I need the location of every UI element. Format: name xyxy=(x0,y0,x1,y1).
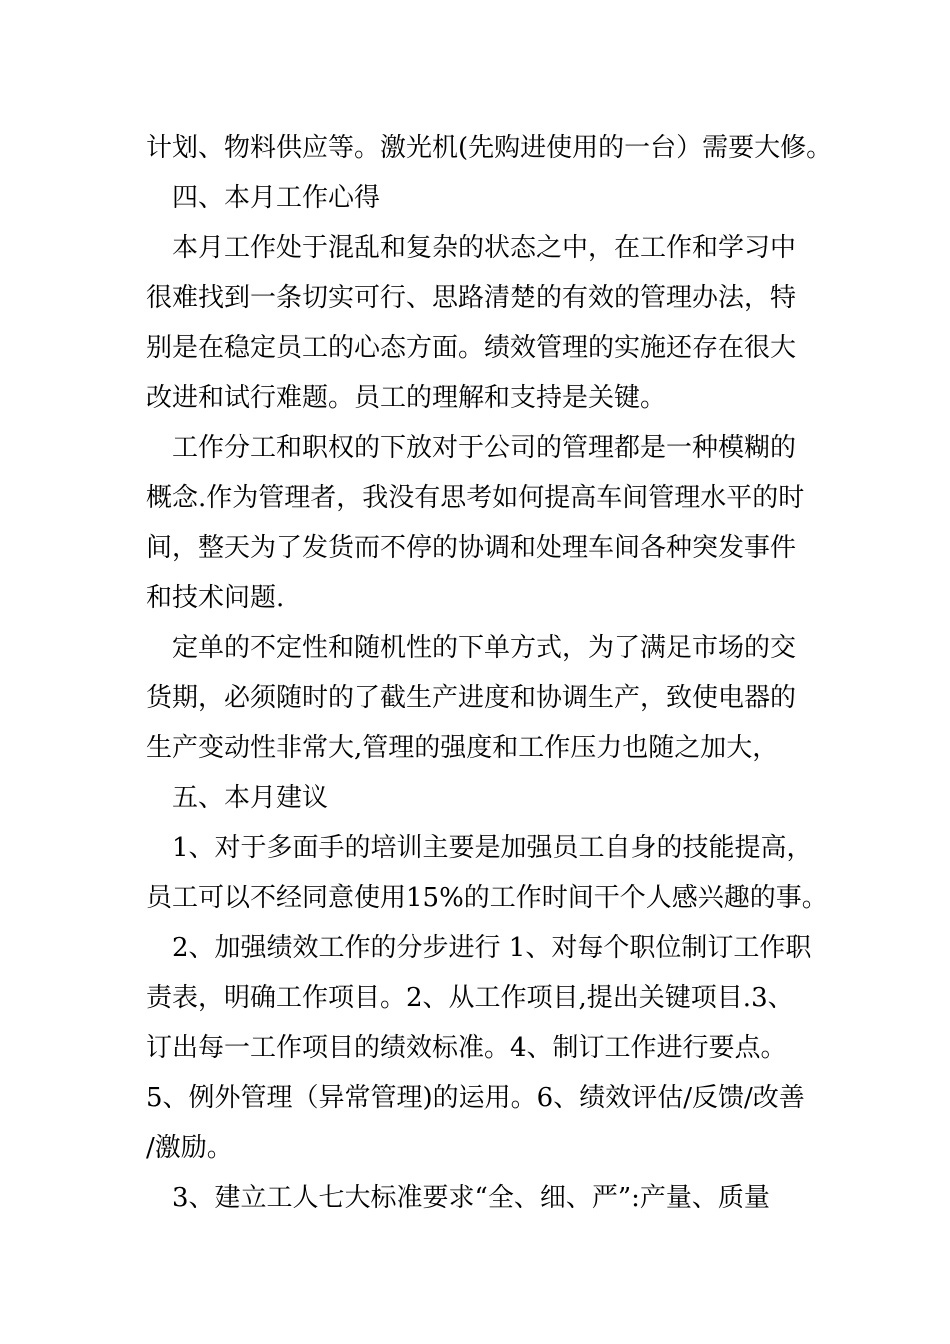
paragraph-line: 3、建立工人七大标准要求“全、细、严”:产量、质量 xyxy=(172,1183,770,1213)
paragraph-line: 工作分工和职权的下放对于公司的管理都是一种模糊的 xyxy=(172,433,797,463)
paragraph-line: 货期，必须随时的了截生产进度和协调生产，致使电器的 xyxy=(146,683,797,713)
paragraph-line: 很难找到一条切实可行、思路清楚的有效的管理办法，特 xyxy=(146,283,797,313)
paragraph-line: 员工可以不经同意使用15%的工作时间干个人感兴趣的事。 xyxy=(146,883,828,913)
section-heading: 五、本月建议 xyxy=(172,783,329,813)
paragraph-line: 5、例外管理（异常管理)的运用。6、绩效评估/反馈/改善 xyxy=(146,1083,805,1113)
paragraph-line: 2、加强绩效工作的分步进行 1、对每个职位制订工作职 xyxy=(172,933,812,963)
paragraph-line: 1、对于多面手的培训主要是加强员工自身的技能提高， xyxy=(172,833,813,863)
text-line: 计划、物料供应等。激光机(先购进使用的一台）需要大修。 xyxy=(146,133,833,163)
paragraph-line: 定单的不定性和随机性的下单方式，为了满足市场的交 xyxy=(172,633,797,663)
paragraph-line: 概念.作为管理者，我没有思考如何提高车间管理水平的时 xyxy=(146,483,805,513)
paragraph-line: 本月工作处于混乱和复杂的状态之中，在工作和学习中 xyxy=(172,233,797,263)
paragraph-line: 生产变动性非常大,管理的强度和工作压力也随之加大， xyxy=(146,733,779,763)
section-heading: 四、本月工作心得 xyxy=(172,183,381,213)
paragraph-line: 别是在稳定员工的心态方面。绩效管理的实施还存在很大 xyxy=(146,333,797,363)
paragraph-line: 订出每一工作项目的绩效标准。4、制订工作进行要点。 xyxy=(146,1033,787,1063)
paragraph-line: 责表，明确工作项目。2、从工作项目,提出关键项目.3、 xyxy=(146,983,794,1013)
paragraph-line: 间，整天为了发货而不停的协调和处理车间各种突发事件 xyxy=(146,533,797,563)
paragraph-line: 改进和试行难题。员工的理解和支持是关键。 xyxy=(146,383,667,413)
paragraph-line: /激励。 xyxy=(146,1133,233,1163)
paragraph-line: 和技术问题. xyxy=(146,583,285,613)
